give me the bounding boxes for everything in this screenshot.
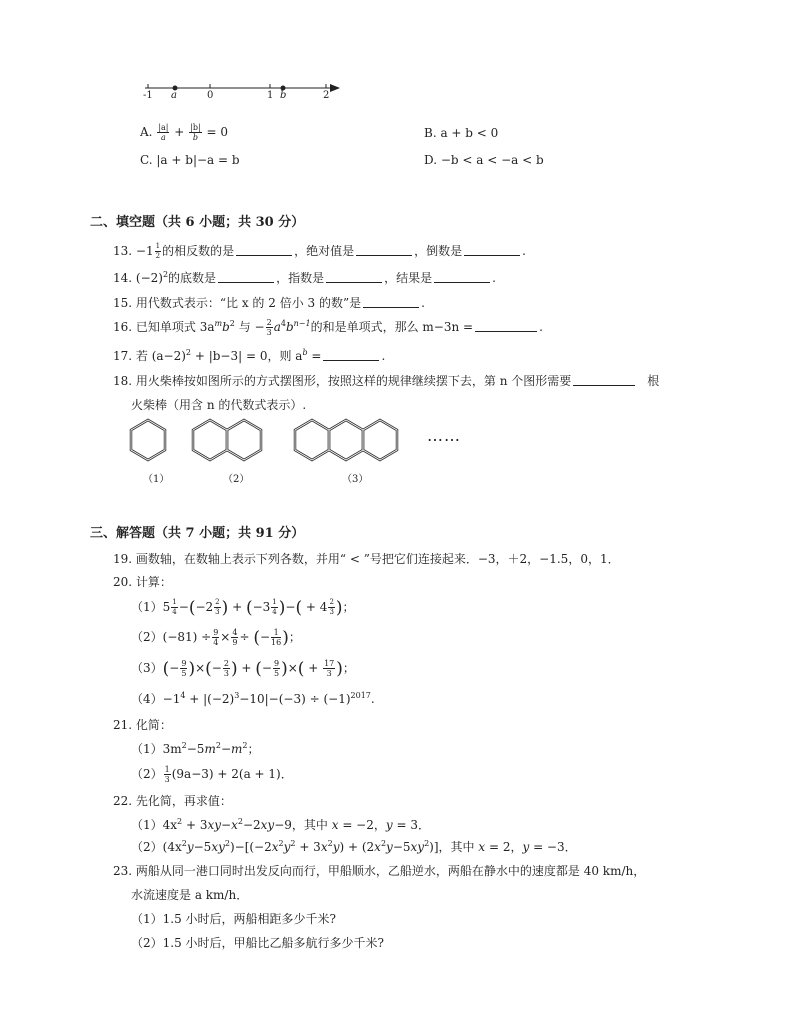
nl-label-a: a — [171, 90, 177, 101]
question-16: 16. 已知单项式 $3a^mb^2$ 与 − $\frac{2}{3}$ $a^4b^{n-1}$的和是单项式，那么 m−3n = . — [113, 318, 543, 337]
question-21-1: $(1)3m^2-5m^2-m^2$； — [131, 741, 260, 756]
nl-label-2: 2 — [323, 90, 330, 101]
question-18-line2: 火柴棒（用含 n 的代数式表示）. — [131, 398, 307, 412]
question-22: 22. 先化简，再求值： — [113, 794, 232, 808]
option-c: C. |a + b|−a = b — [140, 153, 240, 167]
option-a: A. $\frac{|a|}{a}$ + $\frac{|b|}{b}$ = 0 — [140, 123, 229, 142]
figure-label-2: （2） — [223, 474, 250, 485]
question-20-4: $(4)-1^4 + |(-2)^3-10|-(-3) \div (-1)^{2017}$. — [131, 691, 375, 706]
question-20-1: （1）5 $\frac{1}{4}$ −(−2 $\frac{2}{3}$ ) + (−3 $\frac{1}{4}$ )−( + 4 $\frac{2}{3}$ )； — [131, 598, 355, 618]
question-18-line1: 18. 用火柴棒按如图所示的方式摆图形，按照这样的规律继续摆下去，第 n 个图形需要 根 — [113, 374, 660, 388]
question-20: 20. 计算： — [113, 575, 172, 589]
section2-title: 二、填空题（共 6 小题；共 30 分） — [90, 215, 305, 230]
question-22-2: $(2)(4x^2y-5xy^2)-[(-2x^2y^2 + 3x^2y) + (2x^2y-5xy^2)]$，其中 x = 2，y = −3． — [131, 839, 577, 854]
question-23-2: （2）1.5 小时后，甲船比乙船多航行多少千米? — [131, 936, 384, 950]
nl-label-0: 0 — [207, 90, 214, 101]
question-23-line2: 水流速度是 a km/h． — [131, 888, 249, 902]
option-b: B. a + b < 0 — [424, 126, 499, 140]
question-21-2: （2） $\frac{1}{3}$ (9a−3) + 2(a + 1)． — [131, 765, 293, 784]
question-23-line1: 23. 两船从同一港口同时出发反向而行，甲船顺水，乙船逆水，两船在静水中的速度都是 40 km/h， — [113, 864, 646, 878]
section3-title: 三、解答题（共 7 小题；共 91 分） — [90, 526, 305, 541]
matchstick-figures — [128, 414, 478, 466]
figure-label-1: （1） — [143, 474, 170, 485]
nl-label-1: 1 — [267, 90, 274, 101]
question-13: 13. −1 $\frac{1}{2}$ 的相反数的是 ，绝对值是 ，倒数是 . — [113, 242, 526, 260]
option-d: D. −b < a < −a < b — [424, 153, 544, 167]
question-23-1: （1）1.5 小时后，两船相距多少千米? — [131, 912, 336, 926]
question-15: 15. 用代数式表示：“比 x 的 2 倍小 3 的数”是 . — [113, 296, 425, 310]
figure-dots: …… — [427, 426, 461, 445]
question-20-3: （3）(− $\frac{9}{5}$ )×(− $\frac{2}{3}$ ) + (− $\frac{9}{5}$ )×( + $\frac{17}{3}$ )； — [131, 659, 355, 679]
question-14: 14. $(-2)^2$的底数是 ，指数是 ，结果是 . — [113, 270, 496, 285]
question-20-2: （2）(−81) ÷ $\frac{9}{4}$ × $\frac{4}{9}$ ÷ (− $\frac{1}{16}$ )； — [131, 628, 301, 648]
question-19: 19. 画数轴，在数轴上表示下列各数，并用“ < ”号把它们连接起来．−3，＋2，−1.5，0，1． — [113, 552, 620, 566]
nl-label-neg1: -1 — [143, 90, 153, 101]
question-22-1: $(1)4x^2 + 3xy-x^2-2xy-9$，其中 x = −2，y = 3． — [131, 817, 430, 832]
figure-label-3: （3） — [342, 474, 369, 485]
question-17: 17. 若 $(a-2)^2 + |b-3| = 0$，则 $a^b$ = . — [113, 348, 386, 363]
nl-label-b: b — [280, 90, 287, 101]
question-21: 21. 化简： — [113, 718, 172, 732]
